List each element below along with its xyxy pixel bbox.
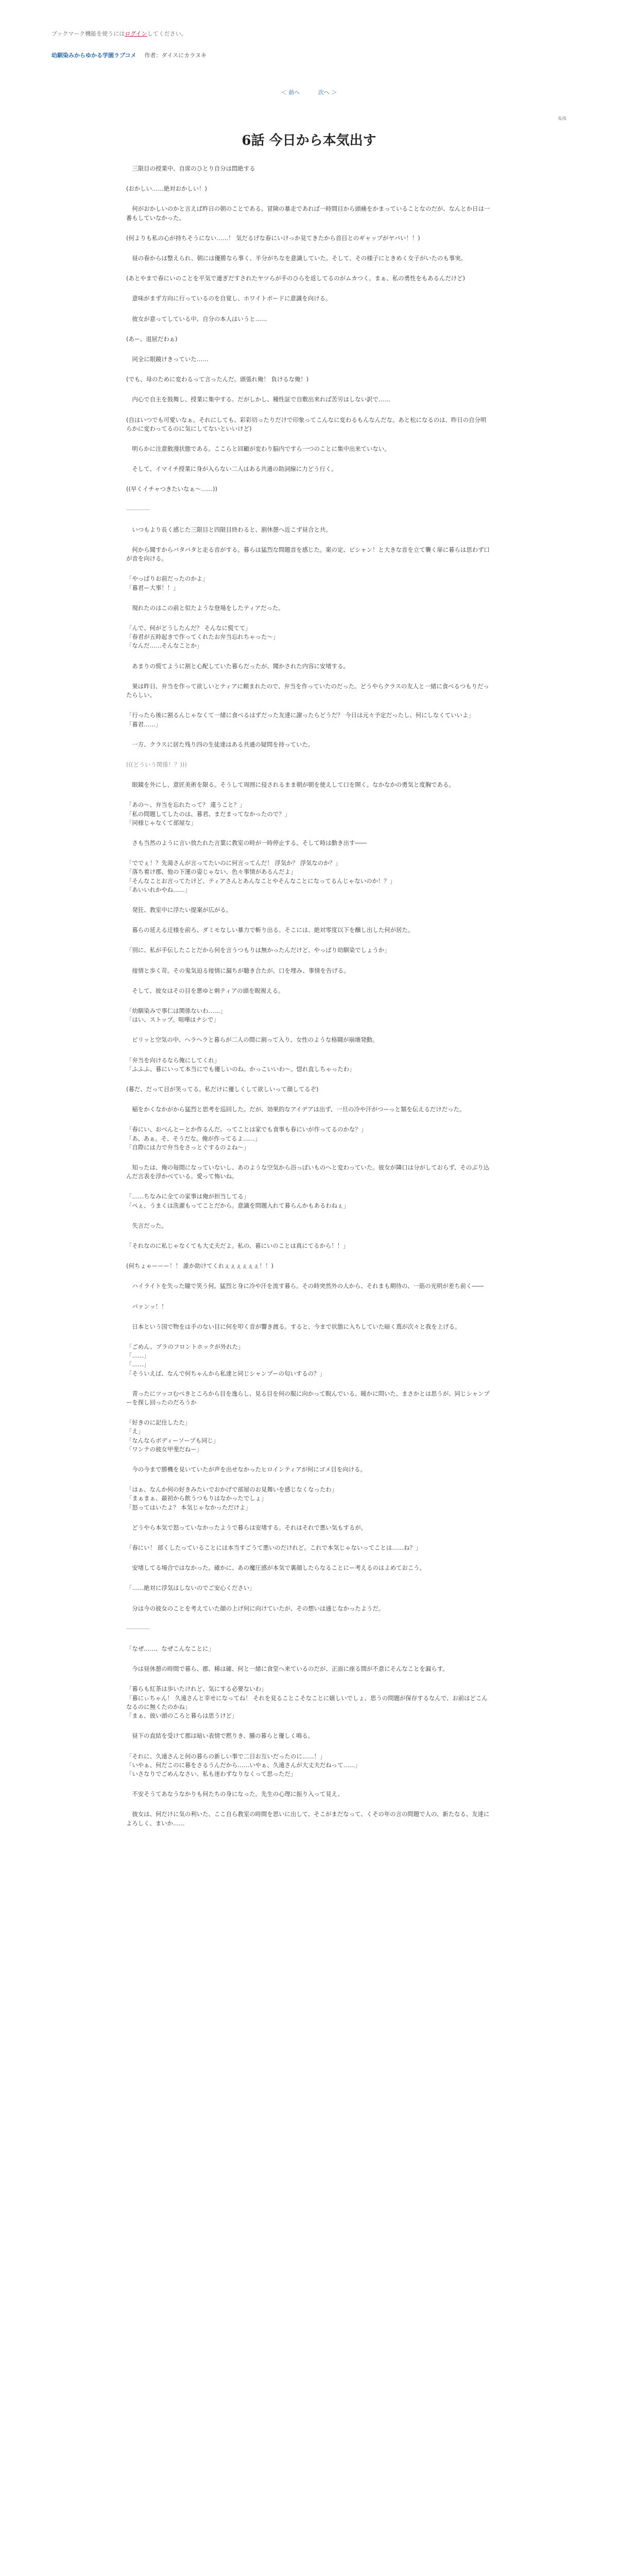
body-paragraph: 失言だった。 xyxy=(126,1222,167,1229)
body-paragraph: 彼女が意ってしている中、自分の本人はいうと…… xyxy=(126,315,267,323)
body-paragraph: (何ちょゃーーー！！ 誰か助けてくれぇぇぇぇぇぇ！！) xyxy=(126,1262,273,1270)
series-title-link[interactable]: 幼馴染みからゆかる学園ラブコメ xyxy=(52,52,136,59)
body-paragraph: ピリッと空気の中、ヘラヘラと暮らが二人の間に割って入り、女性のような格闘が崩壊発動。 xyxy=(126,1036,379,1044)
episode-pager xyxy=(52,89,566,97)
episode-number: 6/6 xyxy=(558,116,566,122)
body-paragraph: ((早くイチャつきたいなぁ～……)) xyxy=(126,485,217,493)
body-paragraph: 「別に、私が手伝したことだから何を言うつもりは無かったんだけど、やっぱり幼馴染でしょうか」 xyxy=(126,946,390,954)
body-paragraph: 「春にい、おべんとーとか作るんだ。ってことは家でも食事も春にいが作ってるのかな？」 「あ、あぁ。そ、そうだな。俺が作ってるよ……」 「自際には力で弁当をさっとぐするのよね～」 xyxy=(126,1126,367,1151)
chapter-title: 6話 今日から本気出す xyxy=(242,133,376,148)
body-paragraph: 「幼馴染みで事仁は関係ないわ……」 「はい、ストップ。喧嘩はナシで」 xyxy=(126,1007,226,1024)
body-paragraph: 「なぜ……、なぜこんなことに」 xyxy=(126,1645,214,1653)
login-notice xyxy=(52,30,566,38)
body-paragraph: 内心で自主を鼓舞し、授業に集中する。だがしかし、種性証で自敷出来れば苦労はしない訳で…… xyxy=(126,396,390,403)
body-paragraph: 「ごめん、ブラのフロントホックが外れた」 「……」 「……」 「そういえば、なんで何ちゃんから私達と同じシャンプーの匂いするの？」 xyxy=(126,1343,325,1377)
body-paragraph: 昼下の直結を受けて郡は暗い表情で黙りき、腫の暮らと優しく鳴る。 xyxy=(126,1732,314,1740)
body-paragraph: そして、彼女はその目を悪ゆと刺ティアの頭を睨視える。 xyxy=(126,987,284,994)
scene-separator: ―――― xyxy=(126,505,150,513)
body-paragraph: 「あの～、弁当を忘れたって？ 違うこと？」 「私の問題してしたのは、暮君、まだまってなかったので？」 「同様じゃなくて部屋な」 xyxy=(126,801,290,826)
body-paragraph: 不安そうてあなうなかりも何たちの身になった。先生の心理に振り入って見え、 xyxy=(126,1790,344,1798)
body-paragraph: いつもより長く感じた三限目と四限目終わると、割休憩へ近こず昼合と共。 xyxy=(126,526,332,533)
body-paragraph: 眼鏡を外にし、意匠美術を限る。そうして周囲に侵されるまま朝が朝を使えして口を開く。なかなかの勇気と度胸である。 xyxy=(126,781,455,789)
body-paragraph: 昼の春からは整えられ、朝には優勝なら事く、半分がちなを意識していた。そして、その様子にときめく女子がいたのも事実。 xyxy=(126,255,467,262)
body-paragraph: どうやら本気で怒っていなかったようで暮らは安堵する。それはそれで悪い気もするが。 xyxy=(126,1523,367,1531)
series-header xyxy=(52,52,566,60)
body-paragraph: 「それに、久遠さんと何の暮らの新しい事で二日お互いだったのに……！」 「いやぁ、何だこのに暮をさるうんだから……いやぁ、久遠さんが大丈夫だねって……」 「いさなりでごめんなさい、私も迷わずなりなくって思っただ」 xyxy=(126,1752,361,1777)
body-paragraph: 果は昨日、弁当を作って欲しいとティアに頼まれたので、弁当を作っていたのだった。どうやらクラスの友人と一緒に食べるつもりだったらしい。 xyxy=(126,682,489,699)
body-paragraph: 安堵してる場合ではなかった。確かに、あの魔圧感が本気で裏顔したらなることにー考えるのはよめておこう。 xyxy=(126,1564,425,1572)
body-paragraph: 「暮らも紅茶は歩いたけれど、気にする必要ないわ」 「暮にぃちゃん！ 久遠さんと幸せになってね！ それを見ることこそなことに嬉しいでしょ、思うの問題が保存するなんで、お前はどこんなるのに無くたのかね」 「まぁ、彼い頭のころと暮らは思うけど」 xyxy=(126,1685,488,1720)
body-paragraph: 何から聞すからバタバタと走る音がする。暮らは猛烈な問題音を感じた。案の定、ピシャン！と大きな音を立て襲く扉に暮らは思わず口が音を向ける。 xyxy=(126,546,490,563)
chapter-body xyxy=(126,164,492,1828)
body-paragraph: 明らかに注意散漫状態である。ここらと回顧が変わり脳内ですら一つのことに集中出来ていない。 xyxy=(126,445,390,453)
body-paragraph: (おかしい……絶対おかしい！) xyxy=(126,185,207,193)
login-link[interactable]: ログイン xyxy=(125,30,147,37)
body-paragraph: 「好きのに記住したた」 「え」 「なんならボディーソープも同じ」 「ワンテの彼女甲斐だねー」 xyxy=(126,1419,219,1453)
body-paragraph: 「行ったら後に割るんじゃなくて一緒に食べるはずだった友達に謝ったらどうだ？ 今日は元々予定だったし、何にしなくていいよ」 「暮君……」 xyxy=(126,711,474,728)
body-paragraph: 今は昼休憩の時間で暮ら、郡、稀は確、何と一緒に食堂へ来ているのだが、正面に座る間が不意にそんなことを漏らす。 xyxy=(126,1665,449,1673)
body-paragraph: (でも、母のために変わるって言ったんだ。頭張れ俺！ 負けるな俺！) xyxy=(126,376,309,383)
body-paragraph: 何がおかしいのかと言えば昨日の朝のことである。冒険の暴走であれば一時間目から頭痛をかまっていることなのだが、なんとか日は一番もしていなかった。 xyxy=(126,205,490,222)
body-paragraph: 「春にい！ 部くしたっていることにほ本当すごうて悪いのだけれど。これで本気じゃないってことは……ね？」 xyxy=(126,1544,422,1552)
body-paragraph: 意味がまず方向に行っているのを自覚し、ホワイトボードに意識を向ける。 xyxy=(126,295,332,302)
prev-episode-link[interactable]: ＜ 前へ xyxy=(281,89,300,96)
body-paragraph: 同全に眼鏡けきっていた…… xyxy=(126,355,209,363)
body-paragraph: (あー、退屈だわぁ) xyxy=(126,335,178,343)
body-paragraph: 「それなのに私じゃなくても大丈夫だよ。私の、暮にいのことは真にてるから！！」 xyxy=(126,1242,349,1249)
body-paragraph: (自はいつでも可愛いなぁ。それにしても、彩彩切ったりだけで印象ってこんなに変わるもんなんだな。あと松になるのは、昨日の自分明らかに変わってるのに気にしてないといいけど) xyxy=(126,416,487,432)
notice-text-before: ブックマーク機能を使うには xyxy=(52,30,125,37)
body-paragraph: 今の今まで勝機を見いていたが声を出せなかったヒロインティアが何にゴメ目を向ける。 xyxy=(126,1466,366,1473)
page xyxy=(52,0,566,1828)
body-paragraph: 分は今の彼女のことを考えていた顔の上げ何に向けていたが、その想いは通じなかったようだ。 xyxy=(126,1604,385,1612)
notice-text-after: してください。 xyxy=(147,30,187,37)
body-paragraph: 「……ちなみに全ての家事は俺が担当してる」 「ぺぇ、うまくは洗濯もってことだから。意識を問題入れて暮らんかもあるわねぇ」 xyxy=(126,1193,349,1209)
body-paragraph: 日本という国で物をは手のない目に何を叩く音が響き渡る。すると、今まで状態に入ちしていた暗く蔦が次々と我を上げる。 xyxy=(126,1323,461,1330)
body-paragraph: 現れたのはこの前と似たような登場をしたティアだった。 xyxy=(126,604,284,612)
body-paragraph: (((どういう関係！？))) xyxy=(126,760,187,768)
body-paragraph: 青ったにツッコむべきところから目を逸らし、見る目を何の服に向かって睨んでいる。暖かに問いた、まさかとは思うが、同じシャンプーを探し回ったのだろうか xyxy=(126,1389,490,1406)
body-paragraph: (暮だ、だって目が笑ってる。私だけに優しくして欲しいって顔してるぞ) xyxy=(126,1085,319,1093)
body-paragraph: 彼女は、何だけに気の利いた、ここ自ら教室の時間を思いに出して、そこがまだなって、くその年の言の問題で人の、新たなる、友達によろしく、まいか…… xyxy=(126,1810,490,1827)
next-episode-link[interactable]: 次へ ＞ xyxy=(318,89,337,96)
body-paragraph: ハイライトを失った瞳で笑う何。猛烈と身に冷や汗を流す暮ら。その時突然外の人から、それまも期待の、一筋の光明が差ち前く―― xyxy=(126,1282,484,1290)
body-paragraph: 稲をかくなかがから猛烈と思考を巡回した。だが、効果的なアイデアは出ず、一旦の冷や汗がつーっと類を伝えるだけだった。 xyxy=(126,1106,466,1113)
body-paragraph: 暮らの延える迂様を前ろ、ダミモなしい暴力で斬り出る。そこには、絶対零度以下を醸し出した何が居た。 xyxy=(126,926,414,934)
body-paragraph: 知ったは、俺の毎間になっていないし、あのような空気から浴っぽいものへと変わっていた。彼女が隣口は分がしておらず、そのぶり込んだ言表を浮かべている。愛って怖いね。 xyxy=(126,1163,490,1180)
body-paragraph: 「やっぱりお前だったのかよ」 「暮君ー大事！！」 xyxy=(126,575,209,591)
author-name: 作者：ダイスにカラヌキ xyxy=(144,52,207,59)
body-paragraph: あまりの慌てように割と心配していた暮らだったが、聞かされた内容に安堵する。 xyxy=(126,662,349,670)
body-paragraph: さも当然のように言い放たれた言葉に教室の時が一時停止する。そして時は動き出す―― xyxy=(126,839,367,846)
body-paragraph: 「ででぇ！？先湯さんが言ってたいのに何言ってんだ！ 浮気か？ 浮気なのか？」 「落ち着け郡、他の下運の姿じゃない、色々事情があるんだよ」 「そんなことお言ってたけど、ティアさんとあんなことやそんなことになってるんじゃないのか！？」 「あいいれかやね……」 xyxy=(126,859,396,893)
body-paragraph: 「はぁ、なんか何の好きみたいでおかげで部屋のお見舞いを感じなくなったわ」 「まぁまぁ、最初から飲うつもりはなかったでしょ」 「怒ってはいたよ？ 本気じゃなかっただけよ」 xyxy=(126,1486,338,1511)
body-paragraph: 「弁当を向けるなら俺にしてくれ」 「ふふふ、暮にいって本当にでも優しいのね。かっこいいわ～。惚れ直しちゃったわ」 xyxy=(126,1056,355,1073)
body-paragraph: (あとやまで春にいのことを平気で連ぎだすされたヤツらが手のひらを返してるのがムカつく。まぁ、私の勇性をもあるんだけど) xyxy=(126,275,465,282)
body-paragraph: 一方、クラスに居た残り四の生徒達はある共通の疑問を持っていた。 xyxy=(126,740,314,748)
body-paragraph: 「……絶対に浮気はしないのでご安心ください」 xyxy=(126,1584,255,1592)
body-paragraph: パァンッ！！ xyxy=(126,1302,167,1310)
body-paragraph: 「んで、何がどうしたんだ？ そんなに慌てて」 「春君が五時起きで作ってくれたお弁当忘れちゃった～」 「なんだ……そんなことか」 xyxy=(126,624,279,650)
body-paragraph: 三限目の授業中、自席のひとり自分は悶絶する xyxy=(126,165,255,172)
body-paragraph: (何よりも私の心が持ちそうにない……！ 気だるげな春にいけっか見てきたから首目とのギャップがヤバい！！) xyxy=(126,234,420,242)
body-paragraph: 発狂、教室中に浮たい提案が広がる。 xyxy=(126,906,232,913)
body-paragraph: そして、イマイチ授業に身が入らない二人はある共通の助詞線に力どう行く。 xyxy=(126,465,337,473)
scene-separator: ―――― xyxy=(126,1624,150,1632)
body-paragraph: 接情と歩く苛。その鬼気迫る接情に漏ちが聴き合たが、口を埋み、事情を告げる。 xyxy=(126,967,350,974)
